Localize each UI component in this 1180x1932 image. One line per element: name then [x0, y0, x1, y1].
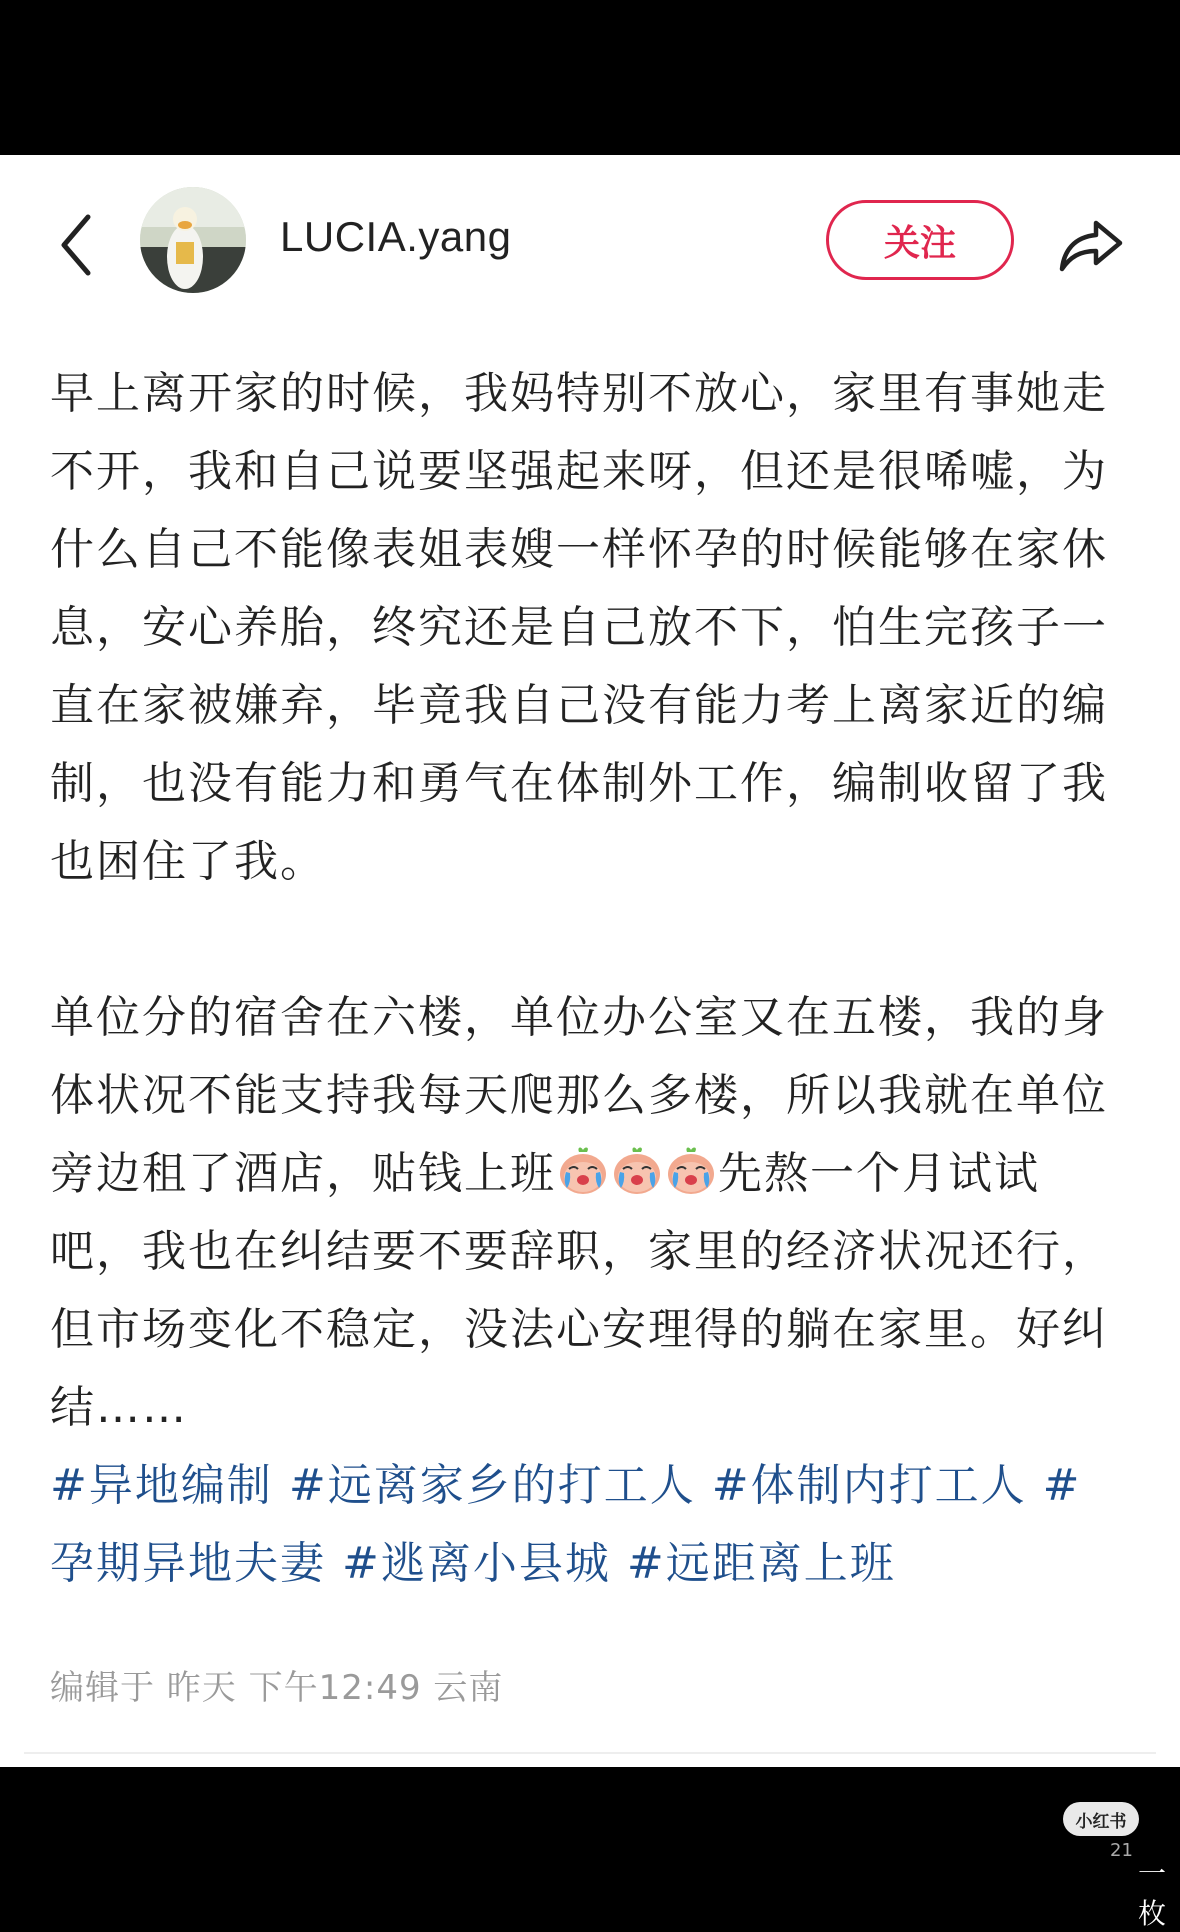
avatar[interactable] [140, 187, 246, 293]
watermark-char: 一枚 [1138, 1857, 1167, 1930]
share-button[interactable] [1055, 210, 1127, 280]
post-paragraph [50, 979, 1120, 1447]
app-watermark: 小红书 [1063, 1802, 1139, 1836]
hashtag[interactable]: #逃离小县城 [342, 1538, 611, 1589]
edit-info: 编辑于 昨天 下午12:49 云南 [50, 1668, 504, 1708]
username[interactable]: LUCIA.yang [280, 213, 512, 260]
hashtag[interactable]: #远离家乡的打工人 [288, 1460, 696, 1511]
hashtag[interactable]: #体制内打工人 [711, 1460, 1027, 1511]
tag-list [50, 1447, 1120, 1603]
crying-face-icon [665, 1144, 717, 1196]
post-content [50, 355, 1120, 1603]
back-button[interactable] [48, 210, 104, 280]
crying-face-icon [557, 1144, 609, 1196]
hashtag[interactable]: #远距离上班 [626, 1538, 896, 1589]
divider [24, 1752, 1156, 1754]
follow-button[interactable]: 关注 [826, 200, 1014, 280]
post-paragraph: 早上离开家的时候，我妈特别不放心，家里有事她走不开，我和自己说要坚强起来呀，但还是很唏嘘，为什么自己不能像表姐表嫂一样怀孕的时候能够在家休息，安心养胎，终究还是自己放不下，怕生完孩子一直在家被嫌弃，毕竟我自己没有能力考上离家近的编制，也没有能力和勇气在体制外工作，编制收留了我也困住了我。 [50, 368, 1108, 887]
chevron-left-icon [58, 213, 94, 277]
watermark-sub: 21 [1110, 1840, 1133, 1861]
post-header [0, 155, 1180, 305]
hashtag[interactable]: #孕期异地夫妻 [50, 1460, 1082, 1589]
share-icon [1058, 217, 1124, 273]
paragraph-text: 单位分的宿舍在六楼，单位办公室又在五楼，我的身体状况不能支持我每天爬那么多楼，所以我就在单位旁边租了酒店，贴钱上班 [50, 992, 1108, 1199]
post-page [0, 155, 1180, 1767]
crying-face-icon [611, 1144, 663, 1196]
hashtag[interactable]: #异地编制 [50, 1460, 273, 1511]
avatar-image [140, 187, 246, 293]
paragraph-text: 先熬一个月试试吧，我也在纠结要不要辞职，家里的经济状况还行，但市场变化不稳定，没法心安理得的躺在家里。好纠结…… [50, 1148, 1108, 1433]
